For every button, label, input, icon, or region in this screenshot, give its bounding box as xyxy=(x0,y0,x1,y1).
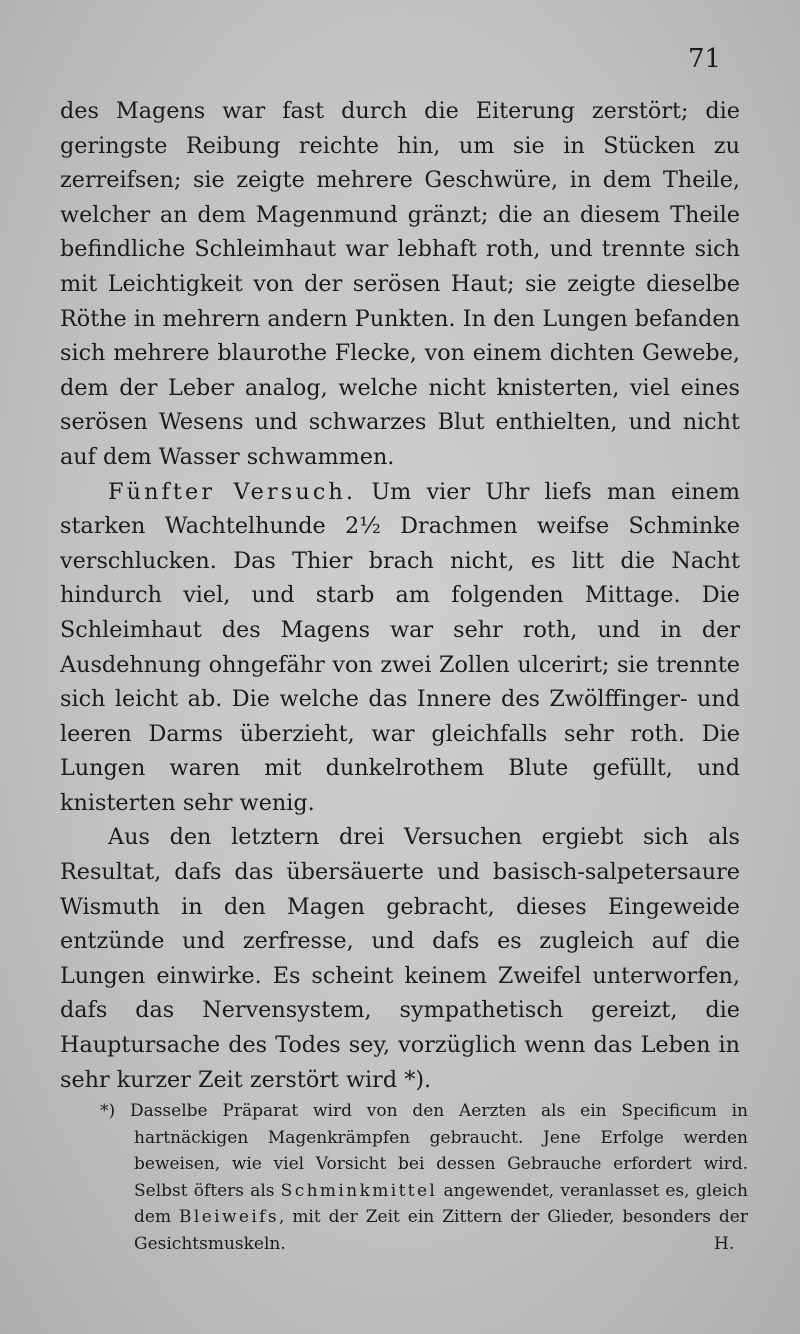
experiment-description: Um vier Uhr liefs man einem starken Wachtelhunde 2½ Drachmen weifse Schminke verschlucken. Das Thier brach nicht, es litt die Nacht hindurch viel, und starb am folgenden Mittage. Die Schleimhaut des Magens war sehr roth, und in der Ausdehnung ohngefähr von zwei Zollen ulcerirt; sie trennte sich leicht ab. Die welche das Innere des Zwölffinger- und leeren Darms überzieht, war gleichfalls sehr roth. Die Lungen waren mit dunkelrothem Blute gefüllt, und knisterten sehr wenig. xyxy=(60,478,740,816)
page-number: 71 xyxy=(688,44,722,74)
main-text xyxy=(60,94,740,1097)
footnote-text-middle: angewendet, veranlasset es, gleich dem xyxy=(134,1180,748,1227)
paragraph-conclusion: Aus den letztern drei Versuchen ergiebt sich als Resultat, dafs das übersäuerte und basisch-salpetersaure Wismuth in den Magen gebracht, dieses Eingeweide entzünde und zerfresse, und dafs es zugleich auf die Lungen einwirke. Es scheint keinem Zweifel unterworfen, dafs das Nervensystem, sympathetisch gereizt, die Hauptursache des Todes sey, vorzüglich wenn das Leben in sehr kurzer Zeit zerstört wird *). xyxy=(60,824,740,1093)
footnote-text-end: , mit der Zeit ein Zittern der Glieder, besonders der Gesichtsmuskeln. xyxy=(134,1207,748,1254)
footnote-emphasis-bleiweifs: Bleiweifs xyxy=(179,1207,279,1227)
footnote-paragraph: *) Dasselbe Präparat wird von den Aerzten als ein Specificum in hartnäckigen Magenkrämpfen gebraucht. Jene Erfolge werden beweisen, wie viel Vorsicht bei dessen Gebrauche erfordert wird. Selbst öfters als Schminkmittel angewendet, veranlasset es, gleich dem Bleiweifs, mit der Zeit ein Zittern der Glieder, besonders der Gesichtsmuskeln. H. xyxy=(100,1101,749,1254)
footnote-text-start: Dasselbe Präparat wird von den Aerzten als ein Specificum in hartnäckigen Magenkrämpfen gebraucht. Jene Erfolge werden beweisen, wie viel Vorsicht bei dessen Gebrauche erfordert wird. Selbst öfters als xyxy=(129,1101,749,1201)
paragraph-fifth-experiment xyxy=(60,475,740,821)
paragraph-continuation: des Magens war fast durch die Eiterung zerstört; die geringste Reibung reichte hin, um sie in Stücken zu zerreifsen; sie zeigte mehrere Geschwüre, in dem Theile, welcher an dem Magenmund gränzt; die an diesem Theile befindliche Schleimhaut war lebhaft roth, und trennte sich mit Leichtigkeit von der serösen Haut; sie zeigte dieselbe Röthe in mehrern andern Punkten. In den Lungen befanden sich mehrere blaurothe Flecke, von einem dichten Gewebe, dem der Leber analog, welche nicht knisterten, viel eines serösen Wesens und schwarzes Blut enthielten, und nicht auf dem Wasser schwammen. xyxy=(60,98,740,470)
footnote xyxy=(100,1098,748,1257)
footnote-marker: *) xyxy=(100,1101,116,1121)
experiment-heading: Fünfter Versuch. xyxy=(108,478,357,505)
footnote-emphasis-schminkmittel: Schminkmittel xyxy=(280,1180,438,1201)
